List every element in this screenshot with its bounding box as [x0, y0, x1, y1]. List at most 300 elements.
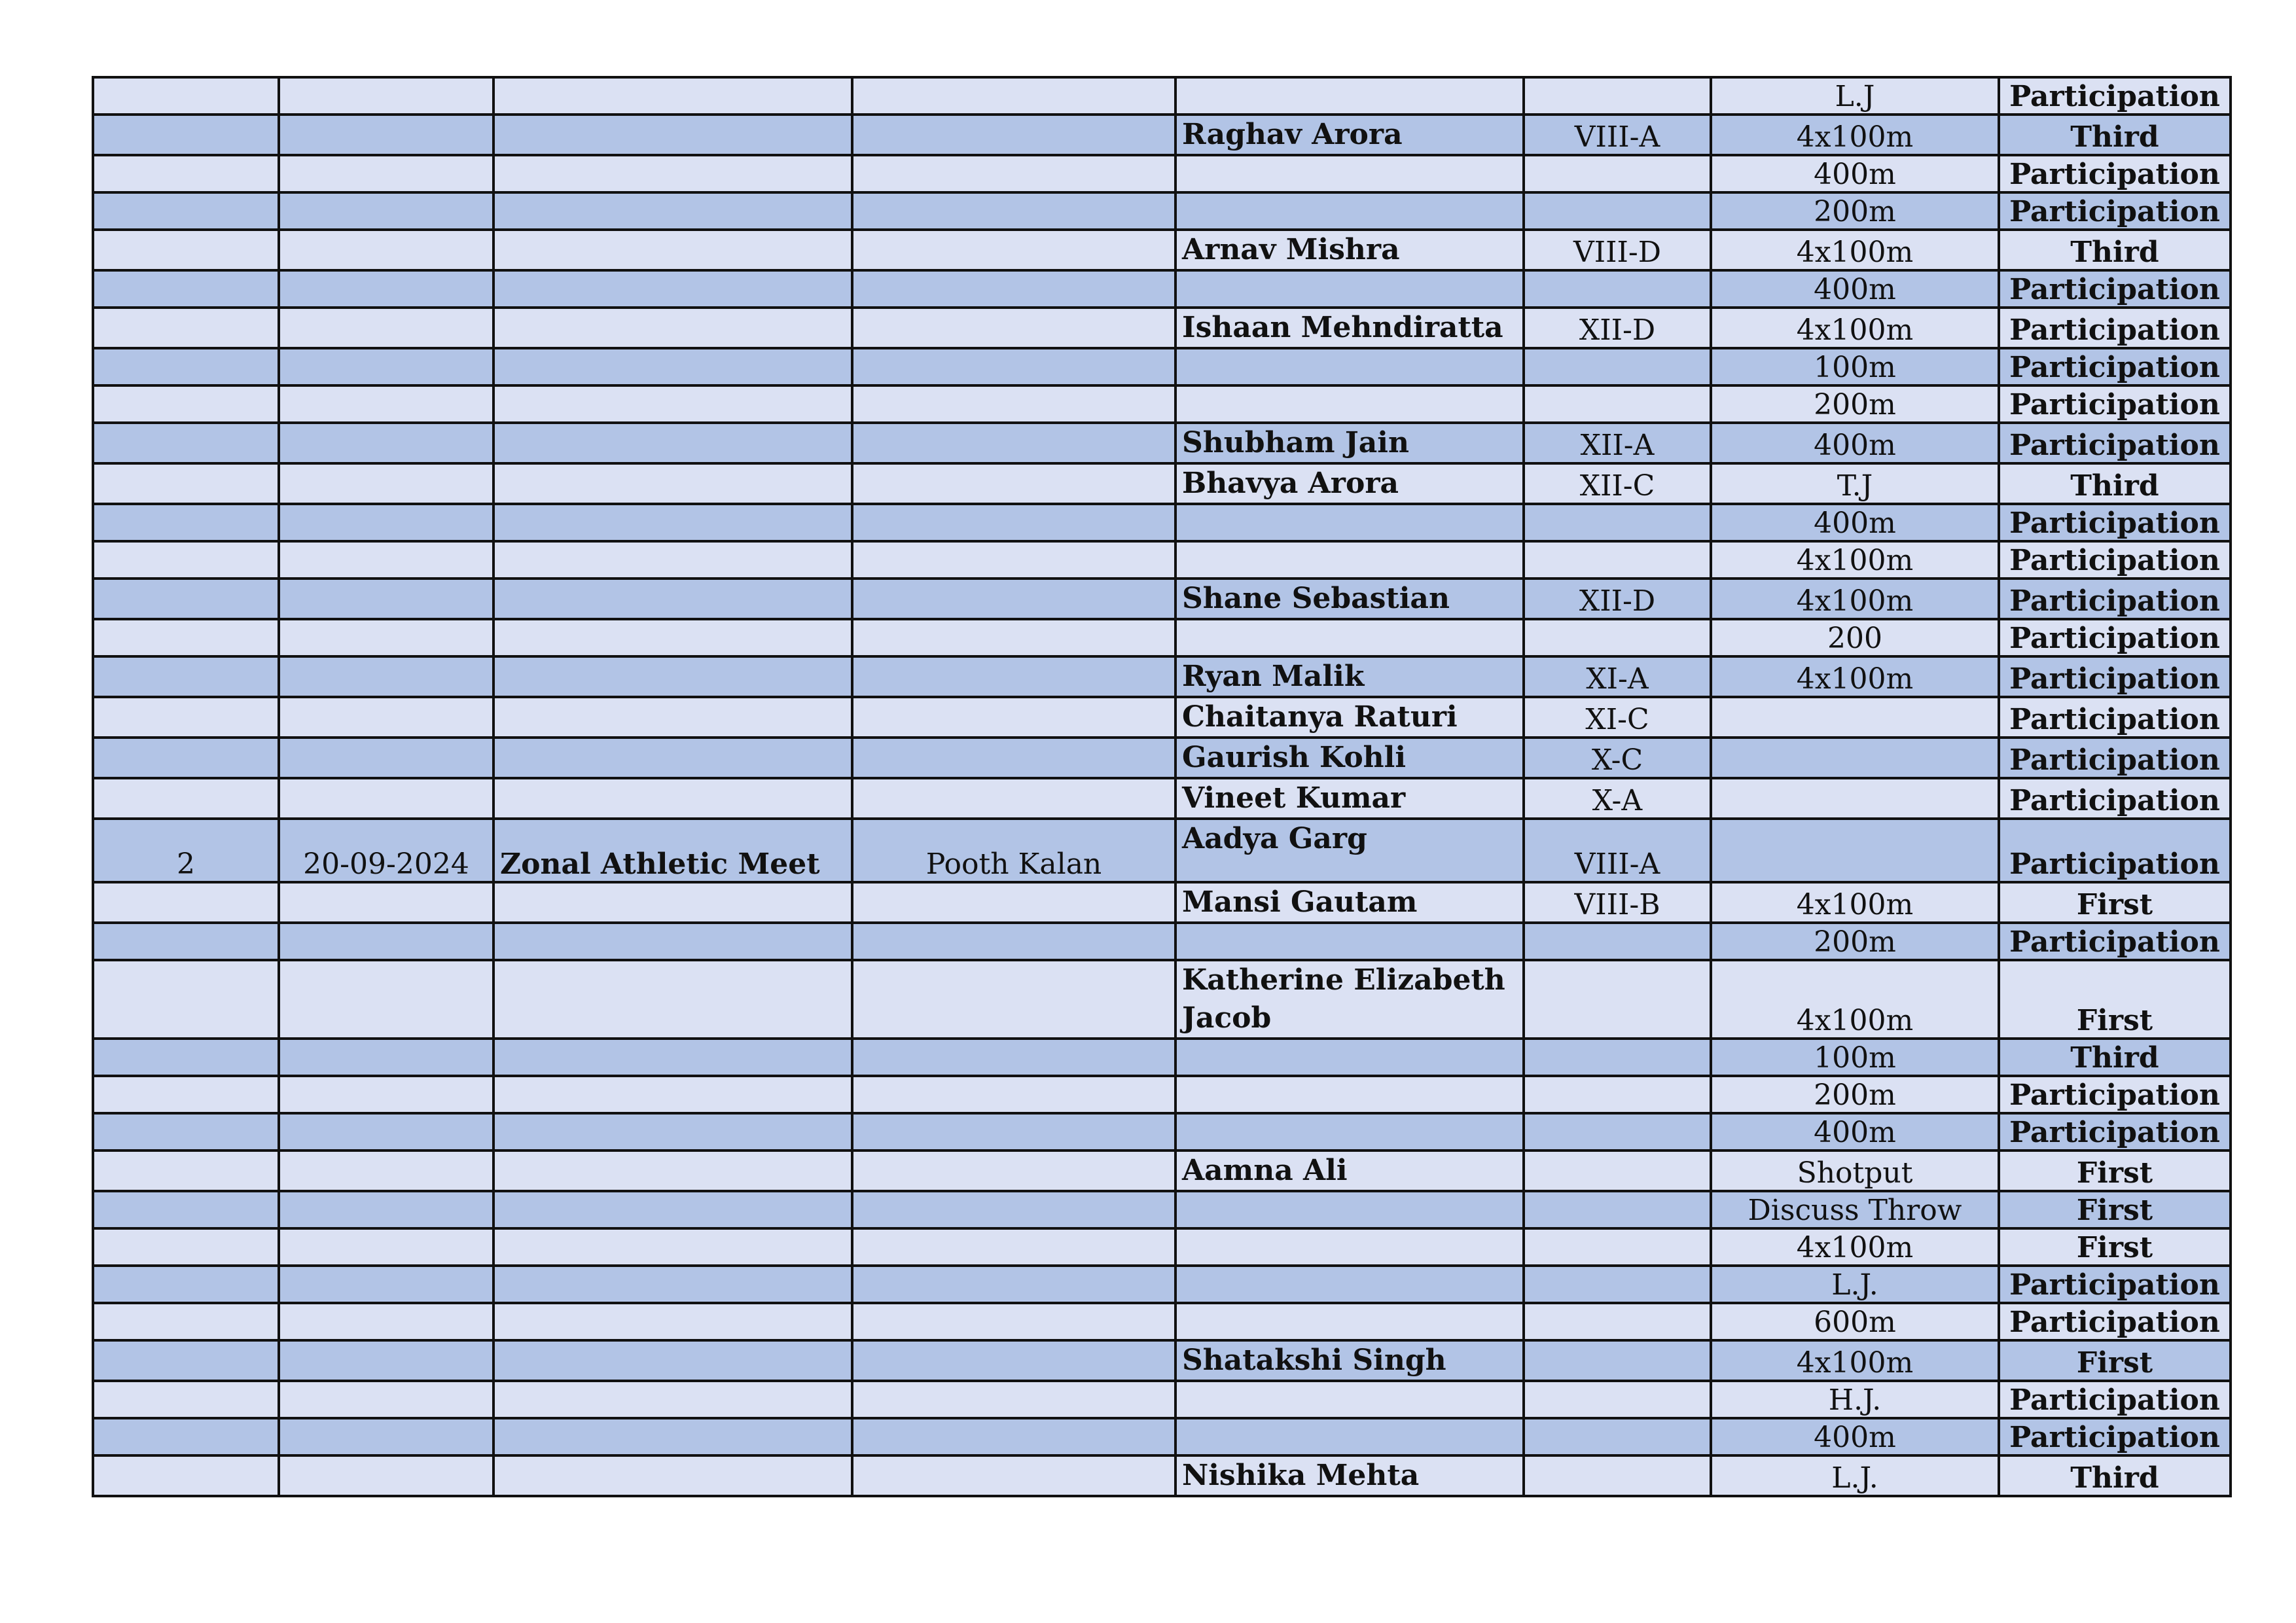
venue-cell — [852, 960, 1175, 1039]
student-name-cell — [1175, 155, 1524, 192]
event-name-cell — [493, 923, 852, 960]
student-name-cell: Aadya Garg — [1175, 819, 1524, 882]
class-cell — [1524, 270, 1711, 308]
serial-number-cell — [93, 1191, 279, 1228]
venue-cell — [852, 463, 1175, 504]
result-cell: Participation — [1999, 738, 2231, 778]
event-name-cell — [493, 738, 852, 778]
table-row — [93, 1191, 2231, 1228]
student-name-cell — [1175, 1076, 1524, 1113]
class-cell — [1524, 1303, 1711, 1340]
class-cell: XI-C — [1524, 697, 1711, 738]
class-cell — [1524, 1039, 1711, 1076]
student-name-cell: Shubham Jain — [1175, 423, 1524, 463]
date-cell — [279, 423, 493, 463]
table-row — [93, 656, 2231, 697]
table-row — [93, 115, 2231, 155]
class-cell: XI-A — [1524, 656, 1711, 697]
student-name-cell — [1175, 504, 1524, 541]
venue-cell — [852, 656, 1175, 697]
serial-number-cell — [93, 1150, 279, 1191]
table-row — [93, 192, 2231, 230]
event-name-cell — [493, 1340, 852, 1381]
venue-cell — [852, 308, 1175, 348]
date-cell — [279, 463, 493, 504]
event-name-cell — [493, 504, 852, 541]
result-cell: Participation — [1999, 656, 2231, 697]
class-cell: XII-D — [1524, 308, 1711, 348]
student-name-cell: Arnav Mishra — [1175, 230, 1524, 270]
class-cell — [1524, 960, 1711, 1039]
class-cell — [1524, 504, 1711, 541]
event-name-cell — [493, 270, 852, 308]
date-cell — [279, 1076, 493, 1113]
venue-cell — [852, 1076, 1175, 1113]
venue-cell — [852, 1381, 1175, 1418]
student-name-cell — [1175, 385, 1524, 423]
table-row — [93, 541, 2231, 579]
class-cell: VIII-D — [1524, 230, 1711, 270]
venue-cell — [852, 385, 1175, 423]
table-row — [93, 1381, 2231, 1418]
class-cell — [1524, 1150, 1711, 1191]
results-table — [92, 76, 2232, 1497]
venue-cell — [852, 1039, 1175, 1076]
class-cell — [1524, 1113, 1711, 1150]
event-name-cell — [493, 308, 852, 348]
event-name-cell — [493, 1191, 852, 1228]
date-cell — [279, 1455, 493, 1496]
result-cell: First — [1999, 1150, 2231, 1191]
event-name-cell — [493, 1228, 852, 1266]
venue-cell: Pooth Kalan — [852, 819, 1175, 882]
event-name-cell — [493, 697, 852, 738]
serial-number-cell — [93, 115, 279, 155]
venue-cell — [852, 882, 1175, 923]
date-cell — [279, 656, 493, 697]
class-cell: X-A — [1524, 778, 1711, 819]
table-row — [93, 155, 2231, 192]
event-name-cell — [493, 541, 852, 579]
class-cell — [1524, 192, 1711, 230]
table-row — [93, 697, 2231, 738]
serial-number-cell — [93, 463, 279, 504]
event-item-cell: 4x100m — [1711, 1340, 1999, 1381]
date-cell — [279, 882, 493, 923]
result-cell: Participation — [1999, 504, 2231, 541]
student-name-cell: Raghav Arora — [1175, 115, 1524, 155]
student-name-cell: Shatakshi Singh — [1175, 1340, 1524, 1381]
serial-number-cell — [93, 738, 279, 778]
result-cell: Participation — [1999, 1113, 2231, 1150]
serial-number-cell — [93, 192, 279, 230]
event-item-cell: 4x100m — [1711, 308, 1999, 348]
serial-number-cell — [93, 270, 279, 308]
class-cell: XII-C — [1524, 463, 1711, 504]
student-name-cell: Ishaan Mehndiratta — [1175, 308, 1524, 348]
class-cell: VIII-A — [1524, 819, 1711, 882]
serial-number-cell — [93, 504, 279, 541]
date-cell — [279, 960, 493, 1039]
date-cell — [279, 192, 493, 230]
student-name-cell — [1175, 1039, 1524, 1076]
class-cell: VIII-A — [1524, 115, 1711, 155]
result-cell: Participation — [1999, 348, 2231, 385]
date-cell — [279, 348, 493, 385]
result-cell: Third — [1999, 463, 2231, 504]
student-name-cell — [1175, 541, 1524, 579]
result-cell: Participation — [1999, 923, 2231, 960]
class-cell — [1524, 1076, 1711, 1113]
serial-number-cell — [93, 923, 279, 960]
class-cell — [1524, 348, 1711, 385]
date-cell — [279, 115, 493, 155]
result-cell: Third — [1999, 1455, 2231, 1496]
serial-number-cell — [93, 1340, 279, 1381]
event-name-cell — [493, 1303, 852, 1340]
student-name-cell — [1175, 1266, 1524, 1303]
student-name-cell: Ryan Malik — [1175, 656, 1524, 697]
table-row — [93, 923, 2231, 960]
table-row — [93, 423, 2231, 463]
venue-cell — [852, 738, 1175, 778]
result-cell: Participation — [1999, 192, 2231, 230]
date-cell — [279, 1340, 493, 1381]
venue-cell — [852, 1228, 1175, 1266]
event-item-cell: 200 — [1711, 619, 1999, 656]
event-item-cell: H.J. — [1711, 1381, 1999, 1418]
date-cell — [279, 619, 493, 656]
venue-cell — [852, 1455, 1175, 1496]
table-row — [93, 819, 2231, 882]
date-cell — [279, 1039, 493, 1076]
event-item-cell: 4x100m — [1711, 579, 1999, 619]
event-name-cell — [493, 579, 852, 619]
table-row — [93, 1303, 2231, 1340]
result-cell: Participation — [1999, 619, 2231, 656]
class-cell — [1524, 155, 1711, 192]
venue-cell — [852, 1303, 1175, 1340]
student-name-cell — [1175, 1191, 1524, 1228]
venue-cell — [852, 778, 1175, 819]
date-cell — [279, 230, 493, 270]
table-row — [93, 619, 2231, 656]
event-item-cell: 4x100m — [1711, 656, 1999, 697]
serial-number-cell — [93, 1381, 279, 1418]
student-name-cell: Katherine Elizabeth Jacob — [1175, 960, 1524, 1039]
result-cell: Participation — [1999, 1266, 2231, 1303]
student-name-cell — [1175, 1381, 1524, 1418]
event-item-cell: 200m — [1711, 923, 1999, 960]
result-cell: Participation — [1999, 385, 2231, 423]
class-cell — [1524, 923, 1711, 960]
event-name-cell — [493, 778, 852, 819]
table-row — [93, 77, 2231, 115]
class-cell — [1524, 385, 1711, 423]
table-row — [93, 1266, 2231, 1303]
serial-number-cell — [93, 348, 279, 385]
serial-number-cell — [93, 230, 279, 270]
student-name-cell — [1175, 1228, 1524, 1266]
serial-number-cell — [93, 960, 279, 1039]
venue-cell — [852, 230, 1175, 270]
event-name-cell — [493, 1455, 852, 1496]
venue-cell — [852, 619, 1175, 656]
result-cell: Participation — [1999, 155, 2231, 192]
student-name-cell — [1175, 1113, 1524, 1150]
date-cell — [279, 1113, 493, 1150]
student-name-cell: Aamna Ali — [1175, 1150, 1524, 1191]
result-cell: Participation — [1999, 697, 2231, 738]
venue-cell — [852, 423, 1175, 463]
student-name-cell: Bhavya Arora — [1175, 463, 1524, 504]
class-cell: VIII-B — [1524, 882, 1711, 923]
serial-number-cell — [93, 579, 279, 619]
student-name-cell: Nishika Mehta — [1175, 1455, 1524, 1496]
event-item-cell: 200m — [1711, 1076, 1999, 1113]
event-item-cell: 400m — [1711, 1113, 1999, 1150]
event-item-cell: Shotput — [1711, 1150, 1999, 1191]
class-cell — [1524, 619, 1711, 656]
serial-number-cell — [93, 778, 279, 819]
serial-number-cell — [93, 619, 279, 656]
student-name-cell — [1175, 923, 1524, 960]
event-name-cell: Zonal Athletic Meet — [493, 819, 852, 882]
date-cell: 20-09-2024 — [279, 819, 493, 882]
result-cell: Participation — [1999, 1418, 2231, 1455]
event-item-cell: 4x100m — [1711, 230, 1999, 270]
event-name-cell — [493, 155, 852, 192]
event-item-cell: L.J. — [1711, 1455, 1999, 1496]
student-name-cell: Chaitanya Raturi — [1175, 697, 1524, 738]
class-cell — [1524, 541, 1711, 579]
event-name-cell — [493, 1076, 852, 1113]
table-row — [93, 1228, 2231, 1266]
event-name-cell — [493, 77, 852, 115]
event-item-cell: 400m — [1711, 270, 1999, 308]
date-cell — [279, 308, 493, 348]
date-cell — [279, 923, 493, 960]
venue-cell — [852, 579, 1175, 619]
event-item-cell: 4x100m — [1711, 541, 1999, 579]
result-cell: First — [1999, 1340, 2231, 1381]
event-name-cell — [493, 619, 852, 656]
student-name-cell — [1175, 619, 1524, 656]
result-cell: First — [1999, 1228, 2231, 1266]
result-cell: Third — [1999, 1039, 2231, 1076]
class-cell — [1524, 1381, 1711, 1418]
serial-number-cell — [93, 541, 279, 579]
event-name-cell — [493, 960, 852, 1039]
result-cell: Participation — [1999, 1381, 2231, 1418]
date-cell — [279, 1418, 493, 1455]
class-cell — [1524, 1228, 1711, 1266]
table-row — [93, 882, 2231, 923]
date-cell — [279, 1150, 493, 1191]
table-row — [93, 308, 2231, 348]
event-item-cell — [1711, 738, 1999, 778]
student-name-cell: Gaurish Kohli — [1175, 738, 1524, 778]
table-row — [93, 579, 2231, 619]
date-cell — [279, 155, 493, 192]
venue-cell — [852, 1113, 1175, 1150]
serial-number-cell — [93, 1266, 279, 1303]
class-cell: XII-D — [1524, 579, 1711, 619]
table-row — [93, 504, 2231, 541]
serial-number-cell — [93, 882, 279, 923]
table-row — [93, 1039, 2231, 1076]
event-item-cell: 200m — [1711, 385, 1999, 423]
date-cell — [279, 1266, 493, 1303]
event-item-cell — [1711, 778, 1999, 819]
date-cell — [279, 77, 493, 115]
date-cell — [279, 385, 493, 423]
class-cell — [1524, 1266, 1711, 1303]
event-name-cell — [493, 882, 852, 923]
student-name-cell — [1175, 192, 1524, 230]
student-name-cell — [1175, 1418, 1524, 1455]
class-cell — [1524, 77, 1711, 115]
serial-number-cell — [93, 1113, 279, 1150]
event-name-cell — [493, 1150, 852, 1191]
serial-number-cell: 2 — [93, 819, 279, 882]
table-row — [93, 1455, 2231, 1496]
event-item-cell: L.J — [1711, 77, 1999, 115]
date-cell — [279, 1191, 493, 1228]
student-name-cell — [1175, 1303, 1524, 1340]
event-item-cell: 4x100m — [1711, 115, 1999, 155]
table-row — [93, 1076, 2231, 1113]
class-cell — [1524, 1418, 1711, 1455]
venue-cell — [852, 270, 1175, 308]
event-name-cell — [493, 192, 852, 230]
event-item-cell: 4x100m — [1711, 1228, 1999, 1266]
class-cell: XII-A — [1524, 423, 1711, 463]
result-cell: Participation — [1999, 541, 2231, 579]
table-row — [93, 778, 2231, 819]
event-name-cell — [493, 230, 852, 270]
date-cell — [279, 579, 493, 619]
event-item-cell: 200m — [1711, 192, 1999, 230]
event-name-cell — [493, 1039, 852, 1076]
serial-number-cell — [93, 697, 279, 738]
event-name-cell — [493, 656, 852, 697]
event-name-cell — [493, 463, 852, 504]
event-item-cell: 400m — [1711, 1418, 1999, 1455]
results-table-body — [93, 77, 2231, 1496]
date-cell — [279, 541, 493, 579]
serial-number-cell — [93, 308, 279, 348]
student-name-cell: Vineet Kumar — [1175, 778, 1524, 819]
result-cell: Participation — [1999, 778, 2231, 819]
date-cell — [279, 1303, 493, 1340]
serial-number-cell — [93, 77, 279, 115]
date-cell — [279, 697, 493, 738]
venue-cell — [852, 1150, 1175, 1191]
table-row — [93, 230, 2231, 270]
venue-cell — [852, 1340, 1175, 1381]
venue-cell — [852, 192, 1175, 230]
event-name-cell — [493, 385, 852, 423]
table-row — [93, 738, 2231, 778]
result-cell: Participation — [1999, 77, 2231, 115]
event-name-cell — [493, 1418, 852, 1455]
venue-cell — [852, 923, 1175, 960]
table-row — [93, 1418, 2231, 1455]
serial-number-cell — [93, 1039, 279, 1076]
student-name-cell — [1175, 77, 1524, 115]
table-row — [93, 385, 2231, 423]
venue-cell — [852, 697, 1175, 738]
student-name-cell: Mansi Gautam — [1175, 882, 1524, 923]
table-row — [93, 1113, 2231, 1150]
result-cell: Participation — [1999, 423, 2231, 463]
venue-cell — [852, 77, 1175, 115]
class-cell — [1524, 1455, 1711, 1496]
event-item-cell — [1711, 819, 1999, 882]
result-cell: Third — [1999, 230, 2231, 270]
serial-number-cell — [93, 1418, 279, 1455]
serial-number-cell — [93, 1455, 279, 1496]
event-name-cell — [493, 115, 852, 155]
serial-number-cell — [93, 385, 279, 423]
event-name-cell — [493, 348, 852, 385]
event-item-cell: Discuss Throw — [1711, 1191, 1999, 1228]
event-item-cell: 400m — [1711, 423, 1999, 463]
table-row — [93, 270, 2231, 308]
student-name-cell — [1175, 348, 1524, 385]
date-cell — [279, 778, 493, 819]
event-item-cell: 600m — [1711, 1303, 1999, 1340]
event-item-cell: 4x100m — [1711, 960, 1999, 1039]
class-cell — [1524, 1191, 1711, 1228]
event-item-cell: L.J. — [1711, 1266, 1999, 1303]
serial-number-cell — [93, 656, 279, 697]
event-item-cell — [1711, 697, 1999, 738]
event-name-cell — [493, 1266, 852, 1303]
date-cell — [279, 738, 493, 778]
result-cell: First — [1999, 1191, 2231, 1228]
table-row — [93, 463, 2231, 504]
result-cell: Participation — [1999, 819, 2231, 882]
venue-cell — [852, 155, 1175, 192]
event-item-cell: 100m — [1711, 1039, 1999, 1076]
table-row — [93, 960, 2231, 1039]
venue-cell — [852, 1418, 1175, 1455]
result-cell: First — [1999, 882, 2231, 923]
result-cell: Participation — [1999, 1076, 2231, 1113]
serial-number-cell — [93, 155, 279, 192]
serial-number-cell — [93, 1076, 279, 1113]
event-item-cell: T.J — [1711, 463, 1999, 504]
event-item-cell: 4x100m — [1711, 882, 1999, 923]
student-name-cell: Shane Sebastian — [1175, 579, 1524, 619]
date-cell — [279, 1228, 493, 1266]
result-cell: Third — [1999, 115, 2231, 155]
serial-number-cell — [93, 423, 279, 463]
student-name-cell — [1175, 270, 1524, 308]
venue-cell — [852, 115, 1175, 155]
event-item-cell: 100m — [1711, 348, 1999, 385]
event-item-cell: 400m — [1711, 504, 1999, 541]
result-cell: Participation — [1999, 270, 2231, 308]
date-cell — [279, 504, 493, 541]
table-row — [93, 1150, 2231, 1191]
table-row — [93, 348, 2231, 385]
event-name-cell — [493, 1381, 852, 1418]
result-cell: Participation — [1999, 579, 2231, 619]
class-cell: X-C — [1524, 738, 1711, 778]
